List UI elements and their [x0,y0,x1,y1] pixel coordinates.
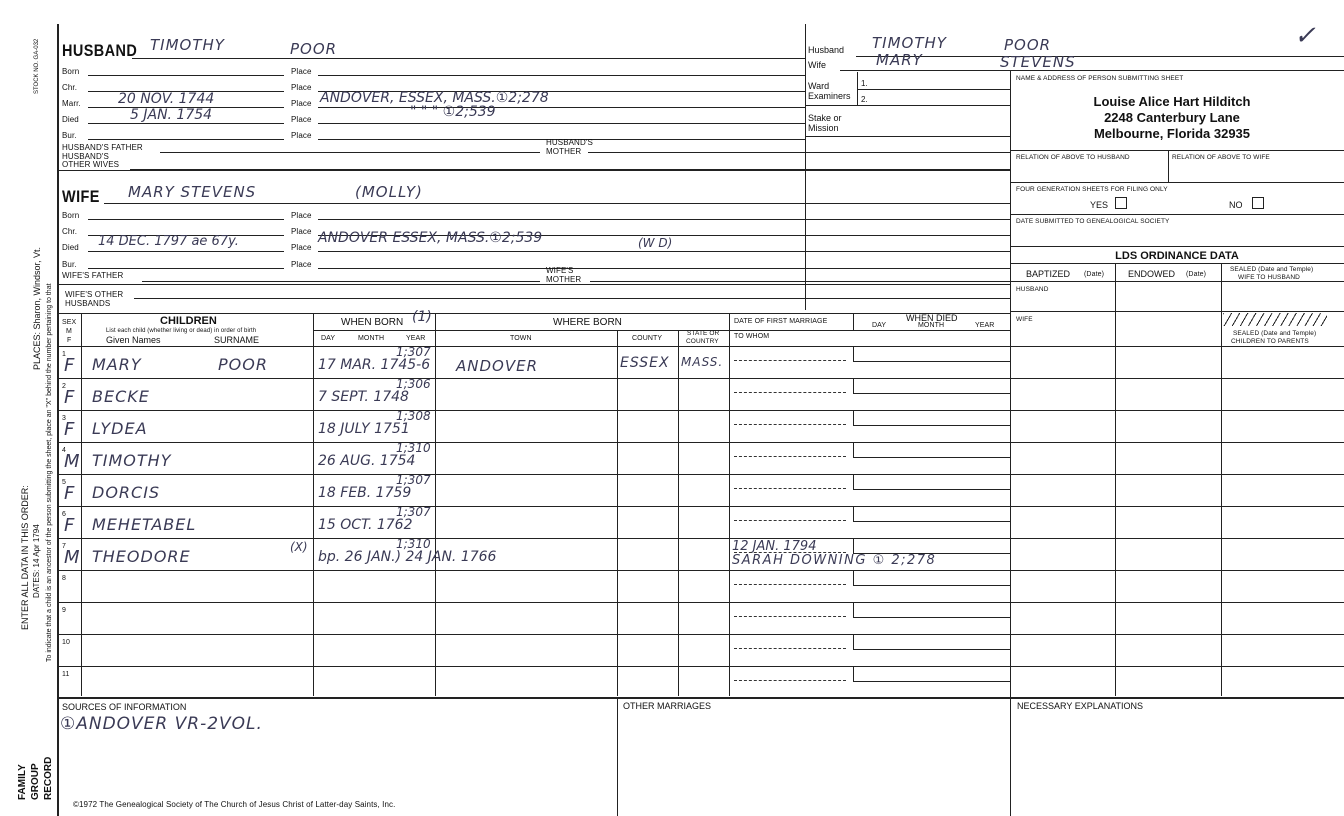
when-died-divider [853,313,854,330]
husband-died-label: Died [62,115,79,124]
child-row-line [57,378,729,379]
child-number: 1 [62,351,66,358]
wife-other-husbands-label-1: WIFE'S OTHER [65,290,124,299]
checkmark: ✓ [1294,20,1316,50]
husband-father-line [160,152,540,153]
wife-chr-label: Chr. [62,227,78,236]
child-sex: F [64,387,76,408]
wife-other-husbands-line [134,298,1010,299]
stake-label-2: Mission [808,123,839,133]
sources-text: ①ANDOVER VR-2VOL. [60,714,263,734]
child-sex: F [64,355,76,376]
col-marriage [729,313,730,696]
lds-child-row-line [1010,634,1344,635]
sex-label: SEX [62,319,77,326]
wife-born-line [88,219,284,220]
wife-other-husbands-label-2: HUSBANDS [65,299,111,308]
born-month-label: MONTH [358,335,385,342]
wife-died-place: ANDOVER ESSEX, MASS.①2;539 [318,230,543,246]
right-wife-last: STEVENS [1000,53,1076,71]
lds-child-row-line [1010,442,1344,443]
child-row-line [57,666,729,667]
husband-marr-place-label: Place [291,99,312,108]
child-marriage-dash [734,392,846,393]
other-marriages-divider [617,697,618,816]
child-given-name: MARY [92,355,142,374]
wife-heading: WIFE [62,187,100,206]
child-marriage-dash [734,456,846,457]
lds-child-row-line [1010,538,1344,539]
lds-child-row-line [1010,698,1344,699]
sealed-children-label-1: SEALED (Date and Temple) [1233,330,1317,337]
submitter-city: Melbourne, Florida 32935 [1093,126,1251,141]
child-died-box [853,507,1011,522]
child-number: 11 [62,671,70,678]
relation-divider [1168,150,1169,182]
yes-label: YES [1090,200,1109,210]
right-wife-first: MARY [876,51,923,69]
child-born: 18 JULY 1751 [318,421,410,437]
child-died-box [853,379,1011,394]
child-born: bp. 26 JAN.) 24 JAN. 1766 [318,549,497,565]
marriage-sub-line [729,330,1010,331]
four-generation-label: FOUR GENERATION SHEETS FOR FILING ONLY [1016,186,1168,193]
right-wife-line [840,70,1344,71]
wife-chr-place-label: Place [291,227,312,236]
stock-number: STOCK NO. GA-032 [34,38,40,94]
husband-died-line [88,123,284,124]
yes-checkbox[interactable] [1115,197,1127,209]
lds-child-row-line [1010,474,1344,475]
ancestor-instruction: To indicate that a child is an ancestor of the person submitting the sheet, place an "X" behind the number pertaining to that [46,283,53,662]
child-marriage-dash [734,680,846,681]
col-sex [81,313,82,696]
wife-died-label: Died [62,243,79,252]
child-spouse: SARAH DOWNING ① 2;278 [732,553,937,568]
child-ref: 1;307 [396,505,431,519]
husband-marr-label: Marr. [62,99,81,108]
child-spouse-line [729,698,1010,699]
lds-child-row-line [1010,410,1344,411]
other-marriages-label: OTHER MARRIAGES [623,701,712,711]
sealed-children-label-2: CHILDREN TO PARENTS [1231,338,1309,345]
col-state [678,330,679,696]
child-ref: 1;310 [396,537,431,551]
child-ref: 1;307 [396,473,431,487]
stake-bottom [805,136,1010,137]
died-day-label: DAY [872,322,887,329]
sex-m-label: M [66,328,72,335]
child-marriage-dash [734,424,846,425]
husband-section-bottom [57,170,1010,171]
when-born-mark: (1) [412,309,432,325]
col-county [617,330,618,696]
lds-child-row-line [1010,570,1344,571]
when-died-label: WHEN DIED [906,313,958,323]
husband-chr-place-label: Place [291,83,312,92]
examiner-1: 1. [861,79,868,88]
lds-header-bottom [1010,281,1344,282]
husband-name-line [132,58,805,59]
born-day-label: DAY [321,335,336,342]
child-died-box [853,443,1011,458]
wife-bur-place-line [318,268,1010,269]
husband-died-place-line [318,123,805,124]
where-born-sub-line [435,330,729,331]
child-died-box [853,571,1011,586]
given-names-label: Given Names [106,335,161,345]
lds-child-row-line [1010,506,1344,507]
lds-col-2 [1221,263,1222,696]
where-born-label: WHERE BORN [553,317,622,328]
wife-name-line [104,203,1010,204]
husband-born-label: Born [62,67,80,76]
col-town [435,313,436,696]
examiner-2: 2. [861,95,868,104]
county-label: COUNTY [632,335,663,342]
husband-marr-date: 20 NOV. 1744 [118,91,215,107]
right-husband-first: TIMOTHY [872,34,947,52]
wife-nickname: (MOLLY) [355,183,423,201]
child-number: 3 [62,415,66,422]
sealed-wife-label-1: SEALED (Date and Temple) [1230,266,1314,273]
child-ref: 1;306 [396,377,431,391]
husband-bur-label: Bur. [62,131,77,140]
child-number: 4 [62,447,66,454]
examiners-label: Examiners [808,91,851,101]
child-born: 26 AUG. 1754 [318,453,416,469]
surname-label: SURNAME [214,335,260,345]
child-born: 18 FEB. 1759 [318,485,412,501]
state-label-1: STATE OR [687,330,720,337]
child-marriage-dash [734,616,846,617]
submitter-bottom [1010,150,1344,151]
child-given-name: LYDEA [92,419,148,438]
lds-title-bottom [1010,263,1344,264]
enter-all-data: ENTER ALL DATA IN THIS ORDER: [20,485,30,630]
examiner-1-line [858,89,1010,90]
died-year-label: YEAR [975,322,995,329]
date-submitted-bottom [1010,246,1344,247]
wife-bur-line [88,268,284,269]
husband-father-label: HUSBAND'S FATHER [62,143,143,152]
right-husband-label: Husband [808,45,845,55]
wife-name: MARY STEVENS [128,183,257,201]
child-sex: F [64,419,76,440]
child-marriage-dash [734,584,846,585]
baptized-date-label: (Date) [1084,271,1105,278]
baptized-label: BAPTIZED [1026,269,1071,279]
wife-mother-label: WIFE'S MOTHER [546,266,582,284]
col-born [313,313,314,696]
places-note: PLACES: Sharon, Windsor, Vt. [32,246,42,370]
sources-label: SOURCES OF INFORMATION [62,702,187,712]
town-label: TOWN [510,335,532,342]
child-died-box [853,603,1011,618]
endowed-date-label: (Date) [1186,271,1207,278]
children-list-note: List each child (whether living or dead) in order of birth [106,328,257,334]
child-ref: 1;308 [396,409,431,423]
lds-husband-label: HUSBAND [1016,286,1049,293]
child-given-name: TIMOTHY [92,451,172,470]
when-born-sub-line [313,330,435,331]
child-number: 5 [62,479,66,486]
lds-wife-hatched-cell [1223,313,1327,326]
examiners-bottom [805,105,1010,106]
wife-bur-label: Bur. [62,260,77,269]
husband-died-place: " " " ①2;539 [410,104,496,120]
child-died-box [853,475,1011,490]
children-heading: CHILDREN [160,315,217,327]
child-marriage-dash [734,520,846,521]
husband-born-place-label: Place [291,67,312,76]
wife-died-note: (W D) [638,236,673,250]
wife-born-label: Born [62,211,80,220]
husband-bur-line [88,139,284,140]
endowed-label: ENDOWED [1128,269,1175,279]
child-ancestor-mark: (X) [290,540,308,554]
wife-father-label: WIFE'S FATHER [62,271,124,280]
husband-heading: HUSBAND [62,41,138,60]
lds-col-1 [1115,263,1116,696]
wife-mother-line [590,281,1010,282]
husband-died-place-label: Place [291,115,312,124]
sex-f-label: F [67,337,72,344]
children-header-bottom [57,346,1344,347]
child-town: ANDOVER [456,357,538,375]
child-state: MASS. [681,355,724,369]
child-marriage-date: 12 JAN. 1794 [732,539,817,554]
husband-bur-place-label: Place [291,131,312,140]
child-sex: F [64,483,76,504]
child-row-line [57,634,729,635]
husband-marr-place: ANDOVER, ESSEX, MASS.①2;278 [320,90,549,106]
husband-born-place-line [318,75,805,76]
record-title-2: GROUP [30,763,41,800]
husband-mother-label: HUSBAND'S MOTHER [546,138,593,156]
child-row-line [57,474,729,475]
child-row-line [57,698,729,699]
child-died-box [853,411,1011,426]
lds-wife-label: WIFE [1016,316,1033,323]
relation-husband-label: RELATION OF ABOVE TO HUSBAND [1016,154,1130,161]
child-died-box [853,667,1011,682]
stake-label-1: Stake or [808,113,842,123]
lds-husband-bottom [1010,311,1344,312]
children-table-bottom [57,697,1344,698]
child-number: 8 [62,575,66,582]
lds-child-row-line [1010,666,1344,667]
child-marriage-dash [734,488,846,489]
copyright: ©1972 The Genealogical Society of The Church of Jesus Christ of Latter-day Saints, Inc. [73,800,396,809]
child-sex: M [64,547,81,568]
child-given-name: MEHETABEL [92,515,197,534]
wife-died-place-line [318,251,1010,252]
child-row-line [57,410,729,411]
child-row-line [57,506,729,507]
wife-died-line [88,251,284,252]
right-wife-label: Wife [808,60,826,70]
child-marriage-dash [734,648,846,649]
husband-marr-place-line [318,107,805,108]
wife-born-place-line [318,219,1010,220]
child-row-line [57,570,729,571]
husband-other-wives-label: HUSBAND'S OTHER WIVES [62,152,120,169]
right-husband-last: POOR [1004,36,1052,54]
child-surname: POOR [218,355,268,374]
husband-chr-label: Chr. [62,83,78,92]
no-checkbox[interactable] [1252,197,1264,209]
when-born-label: WHEN BORN [341,317,404,328]
child-marriage-dash [734,360,846,361]
submitter-street: 2248 Canterbury Lane [1104,110,1240,125]
wife-born-place-label: Place [291,211,312,220]
husband-mother-line [588,152,1010,153]
to-whom-label: TO WHOM [734,333,770,340]
husband-first-name: TIMOTHY [150,36,225,54]
wife-died-place-label: Place [291,243,312,252]
child-number: 6 [62,511,66,518]
dates-note: DATES: 14 Apr 1794 [32,524,41,598]
state-label-2: COUNTRY [686,338,719,345]
right-husband-line [856,56,1344,57]
child-row-line [57,442,729,443]
relation-wife-label: RELATION OF ABOVE TO WIFE [1172,154,1270,161]
record-title-3: RECORD [43,756,54,800]
lds-child-row-line [1010,602,1344,603]
wife-died-date: 14 DEC. 1797 ae 67y. [98,234,239,249]
child-born: 17 MAR. 1745-6 [318,357,431,373]
submitter-name: Louise Alice Hart Hilditch [1093,94,1251,109]
child-row-line [57,538,729,539]
no-label: NO [1229,200,1243,210]
child-given-name: DORCIS [92,483,161,502]
child-died-box [853,347,1011,362]
child-given-name: THEODORE [92,547,191,566]
husband-born-line [88,75,284,76]
child-row-line [57,602,729,603]
child-sex: F [64,515,76,536]
children-header-top [57,313,1010,314]
lds-title: LDS ORDINANCE DATA [1115,250,1239,262]
wife-father-line [142,281,540,282]
husband-last-name: POOR [290,40,338,58]
first-marriage-label: DATE OF FIRST MARRIAGE [734,318,828,325]
child-marriage-dash [734,552,846,553]
child-given-name: BECKE [92,387,150,406]
wife-parents-bottom [57,284,1010,285]
child-born: 15 OCT. 1762 [318,517,413,533]
ward-label: Ward [808,81,830,91]
lds-child-row-line [1010,378,1344,379]
record-title-1: FAMILY [17,764,28,800]
sealed-wife-label-2: WIFE TO HUSBAND [1238,274,1300,281]
child-number: 9 [62,607,66,614]
date-submitted-label: DATE SUBMITTED TO GENEALOGICAL SOCIETY [1016,218,1170,225]
child-number: 2 [62,383,66,390]
child-county: ESSEX [620,355,670,371]
child-sex: M [64,451,81,472]
child-number: 10 [62,639,70,646]
four-gen-bottom [1010,214,1344,215]
child-born: 7 SEPT. 1748 [318,389,409,405]
husband-died-date: 5 JAN. 1754 [130,107,213,123]
born-year-label: YEAR [406,335,426,342]
child-ref: 1;310 [396,441,431,455]
relation-bottom [1010,182,1344,183]
child-number: 7 [62,543,66,550]
died-month-label: MONTH [918,322,945,329]
child-died-box [853,635,1011,650]
necessary-explanations-label: NECESSARY EXPLANATIONS [1017,701,1144,711]
wife-bur-place-label: Place [291,260,312,269]
child-died-box [853,539,1011,554]
child-ref: 1;307 [396,345,431,359]
submitter-label: NAME & ADDRESS OF PERSON SUBMITTING SHEET [1016,75,1184,82]
